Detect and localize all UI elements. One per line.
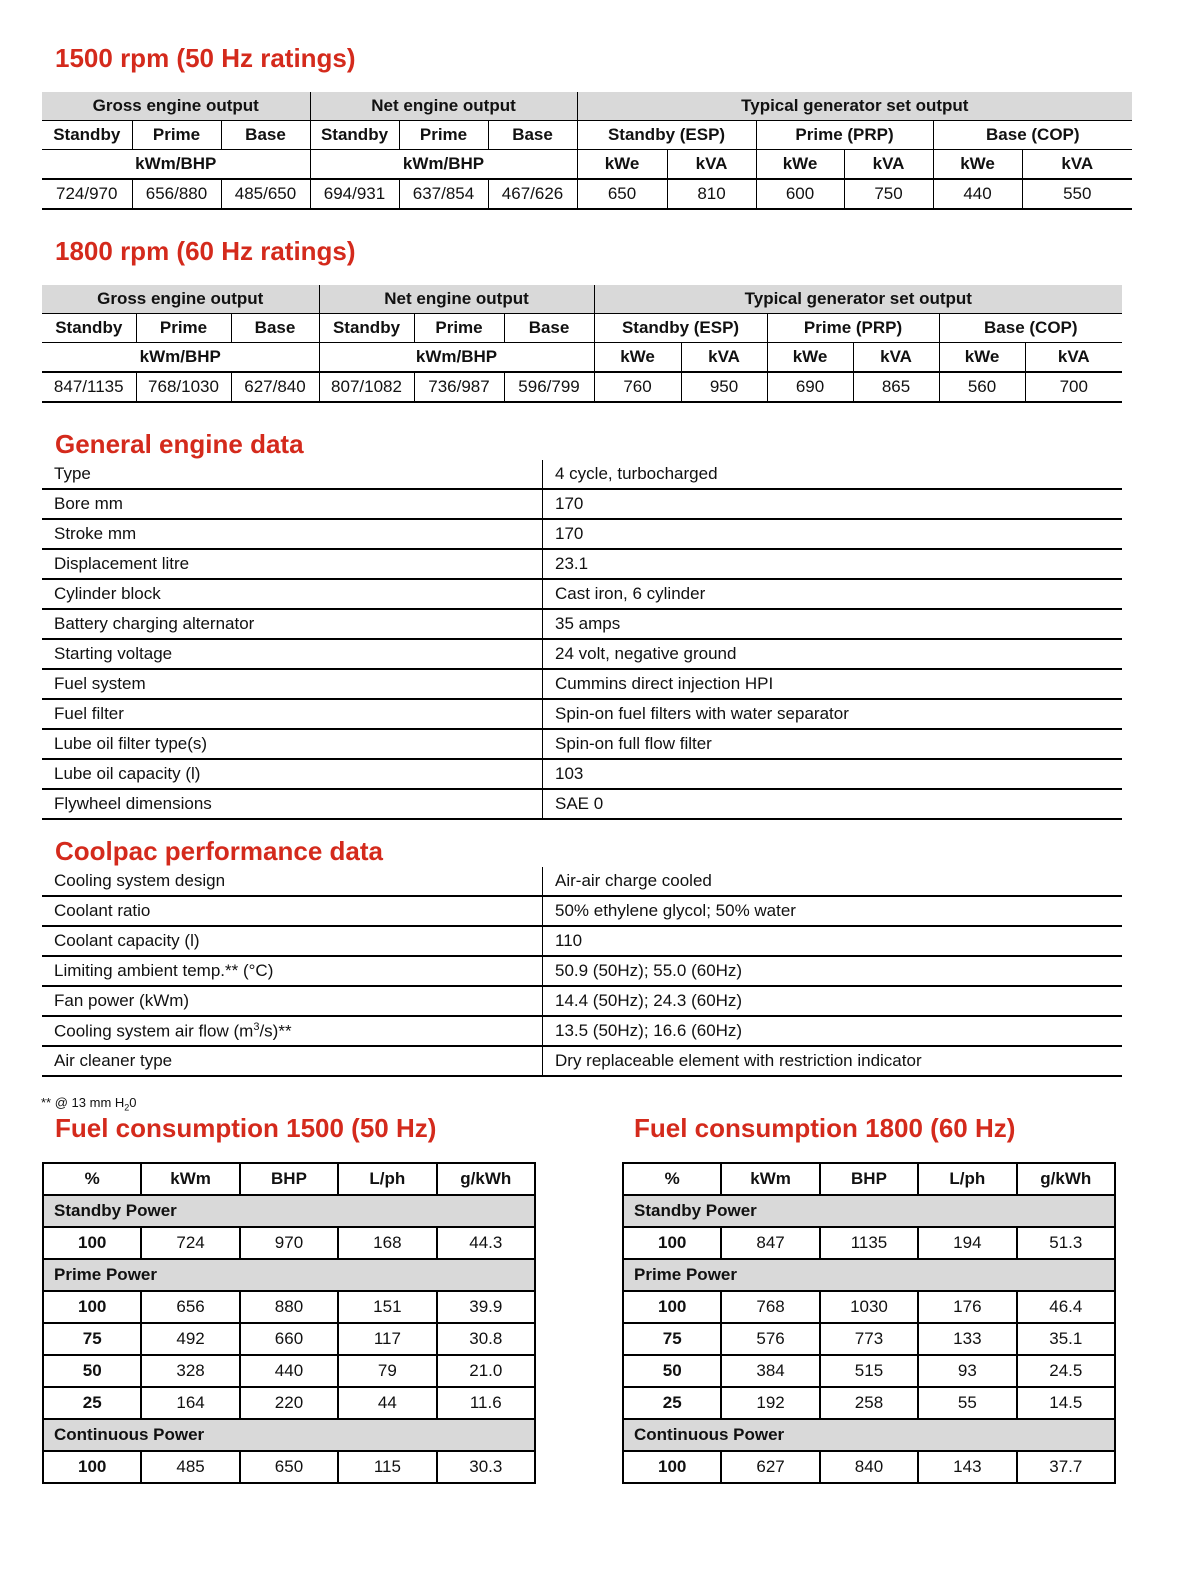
table-cell: 773	[820, 1323, 918, 1355]
table-cell: 25	[623, 1387, 721, 1419]
row-label: Fuel system	[42, 669, 543, 699]
table-cell: 50	[43, 1355, 141, 1387]
table-cell: 220	[240, 1387, 338, 1419]
unit-header: kWe	[756, 150, 844, 180]
unit-header: kWm/BHP	[42, 343, 319, 373]
table-row	[43, 1323, 535, 1355]
row-value: Dry replaceable element with restriction indicator	[543, 1046, 1123, 1076]
table-row	[42, 669, 1122, 699]
table-row	[623, 1355, 1115, 1387]
unit-header: kWe	[594, 343, 681, 373]
sub-header: Standby	[42, 121, 132, 150]
row-value: 50.9 (50Hz); 55.0 (60Hz)	[543, 956, 1123, 986]
row-value: Spin-on fuel filters with water separator	[543, 699, 1123, 729]
table-cell: 133	[918, 1323, 1016, 1355]
row-label: Bore mm	[42, 489, 543, 519]
fuel-60-title: Fuel consumption 1800 (60 Hz)	[634, 1113, 1016, 1143]
table-row	[42, 460, 1122, 489]
column-header: L/ph	[338, 1163, 436, 1195]
row-value: SAE 0	[543, 789, 1123, 819]
table-cell: 50	[623, 1355, 721, 1387]
table-cell: 117	[338, 1323, 436, 1355]
sub-header: Prime	[132, 121, 221, 150]
value-cell: 600	[756, 179, 844, 209]
column-header: %	[43, 1163, 141, 1195]
table-cell: 258	[820, 1387, 918, 1419]
table-row	[42, 759, 1122, 789]
table-row	[42, 729, 1122, 759]
table-row	[623, 1323, 1115, 1355]
row-label: Cylinder block	[42, 579, 543, 609]
row-label: Battery charging alternator	[42, 609, 543, 639]
sub-header: Standby	[319, 314, 414, 343]
column-header: BHP	[240, 1163, 338, 1195]
sub-header: Standby (ESP)	[577, 121, 756, 150]
table-cell: 515	[820, 1355, 918, 1387]
sub-header: Standby (ESP)	[594, 314, 767, 343]
unit-header: kVA	[1025, 343, 1122, 373]
value-cell: 694/931	[310, 179, 399, 209]
value-cell: 700	[1025, 372, 1122, 402]
table-cell: 724	[141, 1227, 239, 1259]
table-cell: 143	[918, 1451, 1016, 1483]
table-row	[43, 1451, 535, 1483]
section-header: Standby Power	[623, 1195, 1115, 1227]
table-cell: 576	[721, 1323, 819, 1355]
table-cell: 840	[820, 1451, 918, 1483]
sub-header: Base	[221, 121, 310, 150]
table-cell: 115	[338, 1451, 436, 1483]
table-row	[42, 867, 1122, 896]
table-cell: 492	[141, 1323, 239, 1355]
table-row	[42, 519, 1122, 549]
table-cell: 37.7	[1017, 1451, 1115, 1483]
ratings-50hz-table	[42, 92, 1132, 210]
row-value: Cummins direct injection HPI	[543, 669, 1123, 699]
table-cell: 384	[721, 1355, 819, 1387]
row-label: Stroke mm	[42, 519, 543, 549]
table-row	[42, 986, 1122, 1016]
value-cell: 440	[933, 179, 1022, 209]
value-cell: 768/1030	[136, 372, 231, 402]
section-header: Prime Power	[43, 1259, 535, 1291]
table-row	[623, 1387, 1115, 1419]
table-cell: 100	[43, 1451, 141, 1483]
fuel-50-table	[42, 1162, 536, 1484]
section-header: Continuous Power	[623, 1419, 1115, 1451]
sub-header: Base	[488, 121, 577, 150]
column-header: kWm	[141, 1163, 239, 1195]
table-cell: 1135	[820, 1227, 918, 1259]
sub-header: Base	[231, 314, 319, 343]
table-row	[42, 699, 1122, 729]
table-row	[42, 549, 1122, 579]
table-cell: 11.6	[437, 1387, 535, 1419]
sub-header: Prime	[399, 121, 488, 150]
table-cell: 880	[240, 1291, 338, 1323]
table-cell: 51.3	[1017, 1227, 1115, 1259]
ratings-60hz-title: 1800 rpm (60 Hz ratings)	[55, 236, 356, 266]
table-row	[42, 579, 1122, 609]
table-cell: 100	[623, 1451, 721, 1483]
table-row	[623, 1451, 1115, 1483]
value-cell: 596/799	[504, 372, 594, 402]
row-label	[42, 1016, 543, 1046]
row-value: 50% ethylene glycol; 50% water	[543, 896, 1123, 926]
table-cell: 192	[721, 1387, 819, 1419]
table-cell: 485	[141, 1451, 239, 1483]
section-header: Standby Power	[43, 1195, 535, 1227]
row-label: Lube oil capacity (l)	[42, 759, 543, 789]
table-cell: 30.3	[437, 1451, 535, 1483]
table-cell: 328	[141, 1355, 239, 1387]
table-cell: 100	[623, 1291, 721, 1323]
table-cell: 168	[338, 1227, 436, 1259]
row-value: 23.1	[543, 549, 1123, 579]
value-cell: 550	[1022, 179, 1132, 209]
table-row	[42, 1046, 1122, 1076]
table-cell: 440	[240, 1355, 338, 1387]
table-cell: 847	[721, 1227, 819, 1259]
group-header: Net engine output	[310, 92, 577, 121]
value-cell: 560	[939, 372, 1025, 402]
table-row	[43, 1291, 535, 1323]
table-cell: 100	[623, 1227, 721, 1259]
table-cell: 35.1	[1017, 1323, 1115, 1355]
sub-header: Standby	[310, 121, 399, 150]
value-cell: 807/1082	[319, 372, 414, 402]
table-cell: 627	[721, 1451, 819, 1483]
table-row	[43, 1387, 535, 1419]
row-value: Cast iron, 6 cylinder	[543, 579, 1123, 609]
section-header: Prime Power	[623, 1259, 1115, 1291]
table-cell: 660	[240, 1323, 338, 1355]
table-row	[42, 896, 1122, 926]
table-cell: 24.5	[1017, 1355, 1115, 1387]
row-value: 35 amps	[543, 609, 1123, 639]
row-label: Fan power (kWm)	[42, 986, 543, 1016]
unit-header: kVA	[1022, 150, 1132, 180]
table-row	[43, 1355, 535, 1387]
table-cell: 151	[338, 1291, 436, 1323]
row-value: 4 cycle, turbocharged	[543, 460, 1123, 489]
row-value: 170	[543, 489, 1123, 519]
value-cell: 950	[681, 372, 767, 402]
row-label: Coolant ratio	[42, 896, 543, 926]
table-cell: 75	[43, 1323, 141, 1355]
table-cell: 46.4	[1017, 1291, 1115, 1323]
value-cell: 810	[667, 179, 756, 209]
value-cell: 627/840	[231, 372, 319, 402]
value-cell: 690	[767, 372, 853, 402]
row-value: 24 volt, negative ground	[543, 639, 1123, 669]
table-cell: 650	[240, 1451, 338, 1483]
table-row	[42, 489, 1122, 519]
unit-header: kWe	[767, 343, 853, 373]
row-value: 103	[543, 759, 1123, 789]
column-header: kWm	[721, 1163, 819, 1195]
unit-header: kVA	[667, 150, 756, 180]
ratings-50hz-title: 1500 rpm (50 Hz ratings)	[55, 43, 356, 73]
group-header: Gross engine output	[42, 92, 310, 121]
table-cell: 39.9	[437, 1291, 535, 1323]
row-label: Starting voltage	[42, 639, 543, 669]
row-label: Fuel filter	[42, 699, 543, 729]
value-cell: 760	[594, 372, 681, 402]
air-flow-label-post: /s)**	[259, 1021, 292, 1041]
group-header: Typical generator set output	[594, 285, 1122, 314]
sub-header: Standby	[42, 314, 136, 343]
value-cell: 656/880	[132, 179, 221, 209]
table-row	[42, 1016, 1122, 1046]
air-flow-label-sup: 3	[253, 1020, 260, 1033]
table-cell: 194	[918, 1227, 1016, 1259]
column-header: g/kWh	[437, 1163, 535, 1195]
sub-header: Base	[504, 314, 594, 343]
coolpac-title: Coolpac performance data	[55, 836, 383, 866]
ratings-60hz-table	[42, 285, 1122, 403]
unit-header: kWm/BHP	[42, 150, 310, 180]
table-row	[42, 639, 1122, 669]
table-cell: 14.5	[1017, 1387, 1115, 1419]
column-header: %	[623, 1163, 721, 1195]
table-row	[42, 789, 1122, 819]
table-cell: 970	[240, 1227, 338, 1259]
column-header: g/kWh	[1017, 1163, 1115, 1195]
table-cell: 100	[43, 1227, 141, 1259]
row-value: 13.5 (50Hz); 16.6 (60Hz)	[543, 1016, 1123, 1046]
table-cell: 25	[43, 1387, 141, 1419]
row-label: Cooling system design	[42, 867, 543, 896]
unit-header: kWm/BHP	[310, 150, 577, 180]
table-cell: 100	[43, 1291, 141, 1323]
sub-header: Base (COP)	[939, 314, 1122, 343]
column-header: L/ph	[918, 1163, 1016, 1195]
fuel-50-title: Fuel consumption 1500 (50 Hz)	[55, 1113, 437, 1143]
unit-header: kWe	[933, 150, 1022, 180]
group-header: Gross engine output	[42, 285, 319, 314]
table-row	[623, 1291, 1115, 1323]
value-cell: 637/854	[399, 179, 488, 209]
value-cell: 650	[577, 179, 667, 209]
unit-header: kVA	[681, 343, 767, 373]
group-header: Typical generator set output	[577, 92, 1132, 121]
column-header: BHP	[820, 1163, 918, 1195]
fuel-60-table	[622, 1162, 1116, 1484]
table-cell: 44	[338, 1387, 436, 1419]
row-label: Displacement litre	[42, 549, 543, 579]
value-cell: 724/970	[42, 179, 132, 209]
sub-header: Prime (PRP)	[767, 314, 939, 343]
unit-header: kWm/BHP	[319, 343, 594, 373]
row-label: Lube oil filter type(s)	[42, 729, 543, 759]
row-label: Limiting ambient temp.** (°C)	[42, 956, 543, 986]
value-cell: 847/1135	[42, 372, 136, 402]
row-label: Coolant capacity (l)	[42, 926, 543, 956]
sub-header: Prime	[414, 314, 504, 343]
table-cell: 44.3	[437, 1227, 535, 1259]
coolpac-table	[42, 867, 1122, 1077]
value-cell: 467/626	[488, 179, 577, 209]
table-cell: 164	[141, 1387, 239, 1419]
general-engine-data-table	[42, 460, 1122, 820]
unit-header: kVA	[844, 150, 933, 180]
table-row	[43, 1227, 535, 1259]
value-cell: 485/650	[221, 179, 310, 209]
table-cell: 79	[338, 1355, 436, 1387]
sub-header: Prime	[136, 314, 231, 343]
table-cell: 768	[721, 1291, 819, 1323]
row-value: 14.4 (50Hz); 24.3 (60Hz)	[543, 986, 1123, 1016]
table-row	[42, 609, 1122, 639]
group-header: Net engine output	[319, 285, 594, 314]
sub-header: Base (COP)	[933, 121, 1132, 150]
table-cell: 656	[141, 1291, 239, 1323]
table-cell: 93	[918, 1355, 1016, 1387]
table-cell: 21.0	[437, 1355, 535, 1387]
table-cell: 30.8	[437, 1323, 535, 1355]
row-value: 110	[543, 926, 1123, 956]
unit-header: kWe	[939, 343, 1025, 373]
sub-header: Prime (PRP)	[756, 121, 933, 150]
unit-header: kVA	[853, 343, 939, 373]
value-cell: 736/987	[414, 372, 504, 402]
row-label: Flywheel dimensions	[42, 789, 543, 819]
air-flow-label-pre: Cooling system air flow (m	[54, 1021, 254, 1041]
table-cell: 75	[623, 1323, 721, 1355]
table-cell: 1030	[820, 1291, 918, 1323]
table-row	[42, 926, 1122, 956]
table-row	[42, 956, 1122, 986]
value-cell: 750	[844, 179, 933, 209]
row-label: Type	[42, 460, 543, 489]
value-cell: 865	[853, 372, 939, 402]
table-cell: 176	[918, 1291, 1016, 1323]
row-value: Spin-on full flow filter	[543, 729, 1123, 759]
row-label: Air cleaner type	[42, 1046, 543, 1076]
table-row	[623, 1227, 1115, 1259]
general-engine-data-title: General engine data	[55, 429, 304, 459]
footnote: ** @ 13 mm $H_20$	[41, 1095, 137, 1113]
table-cell: 55	[918, 1387, 1016, 1419]
row-value: 170	[543, 519, 1123, 549]
row-value: Air-air charge cooled	[543, 867, 1123, 896]
section-header: Continuous Power	[43, 1419, 535, 1451]
unit-header: kWe	[577, 150, 667, 180]
